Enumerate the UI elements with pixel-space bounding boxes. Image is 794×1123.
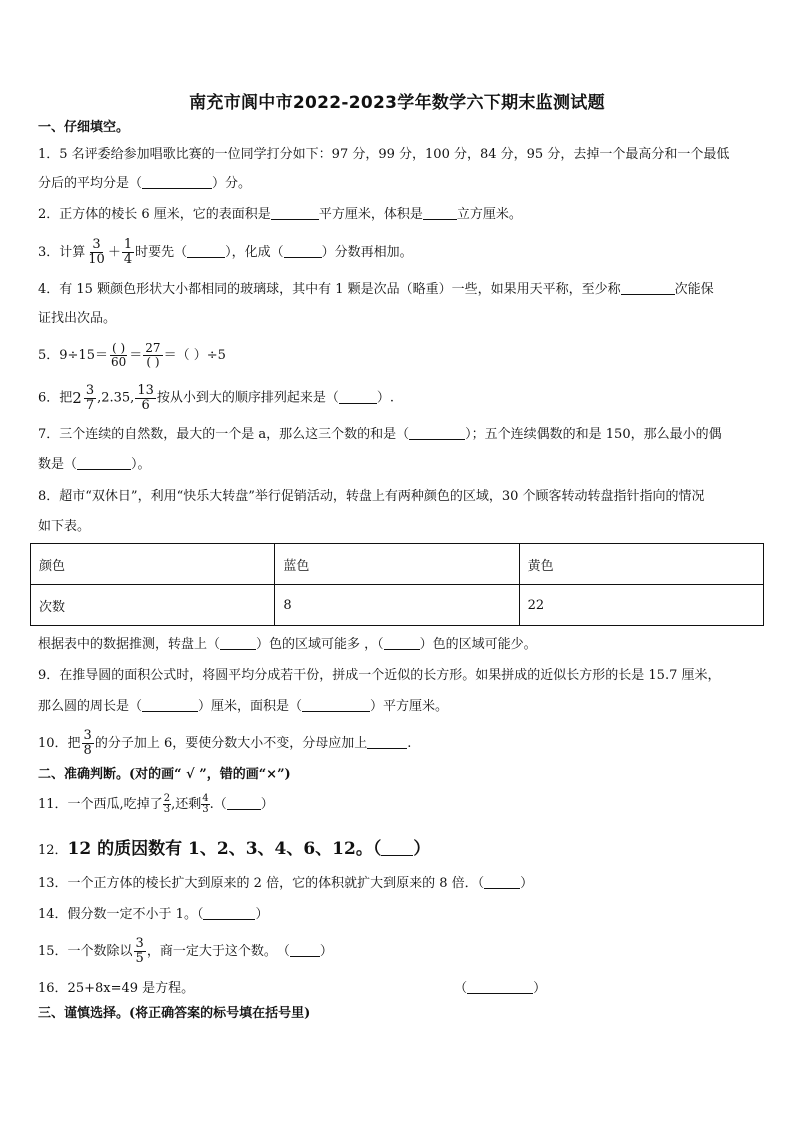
fraction: $\frac{1}{4}$ <box>123 237 133 267</box>
section-heading-3: 三、谨慎选择。(将正确答案的标号填在括号里) <box>38 1006 311 1021</box>
answer-blank[interactable] <box>271 206 319 220</box>
table-cell: 22 <box>519 585 763 626</box>
question-16: 16．25+8x=49 是方程。 （ ） <box>38 981 547 996</box>
answer-blank[interactable] <box>142 175 212 189</box>
question-6: 6．把 2 $\frac{3}{7}$ ,2.35, $\frac{13}{6}$ 按从小到大的顺序排列起来是（ ）. <box>38 380 760 416</box>
question-12: 12．12 的质因数有 1、2、3、4、6、12。（ ） <box>38 839 431 859</box>
fraction: $\frac{3}{10}$ <box>88 237 105 267</box>
answer-blank[interactable] <box>384 636 420 650</box>
question-4-line-2: 证找出次品。 <box>38 311 117 326</box>
answer-blank[interactable] <box>467 980 533 994</box>
answer-blank[interactable] <box>339 390 377 404</box>
answer-blank[interactable] <box>423 206 457 220</box>
page-title: 南充市阆中市2022-2023学年数学六下期末监测试题 <box>189 93 605 113</box>
question-9-line-1: 9．在推导圆的面积公式时，将圆平均分成若干份，拼成一个近似的长方形。如果拼成的近似长方形的长是 15.7 厘米， <box>38 668 721 683</box>
question-7-line-1: 7．三个连续的自然数，最大的一个是 a，那么这三个数的和是（ ）；五个连续偶数的和是 150，那么最小的偶 <box>38 427 722 442</box>
answer-blank[interactable] <box>187 244 225 258</box>
fraction: $\frac{( )}{60}$ <box>110 341 127 369</box>
answer-blank[interactable] <box>77 456 131 470</box>
question-11: 11．一个西瓜,吃掉了 $\frac{2}{3}$ ,还剩 $\frac{4}{3}$ .（ ） <box>38 793 274 815</box>
question-14: 14．假分数一定不小于 1。（ ） <box>38 907 269 922</box>
table-cell: 次数 <box>31 585 275 626</box>
fraction: $\frac{27}{( )}$ <box>145 341 161 369</box>
fraction: $\frac{13}{6}$ <box>137 382 154 413</box>
question-1-line-1: 1．5 名评委给参加唱歌比赛的一位同学打分如下：97 分，99 分，100 分，84 分，95 分，去掉一个最高分和一个最低 <box>38 147 730 162</box>
fraction: $\frac{3}{8}$ <box>83 728 92 758</box>
question-8-line-1: 8．超市“双休日”，利用“快乐大转盘”举行促销活动，转盘上有两种颜色的区域，30 个顾客转动转盘指针指向的情况 <box>38 489 705 504</box>
question-10: 10．把 $\frac{3}{8}$ 的分子加上 6，要使分数大小不变，分母应加上 . <box>38 728 412 758</box>
answer-blank[interactable] <box>484 875 520 889</box>
question-15: 15．一个数除以 $\frac{3}{5}$ ，商一定大于这个数。 （ ） <box>38 936 333 966</box>
answer-blank[interactable] <box>142 698 198 712</box>
mixed-number: 2 $\frac{3}{7}$ <box>72 382 95 413</box>
table-cell: 8 <box>275 585 519 626</box>
question-8-inference: 根据表中的数据推测，转盘上（ ）色的区域可能多 ，（ ）色的区域可能少。 <box>38 637 537 652</box>
answer-blank[interactable] <box>284 244 322 258</box>
question-5: 5．9÷15＝ $\frac{( )}{60}$ ＝ $\frac{27}{( )}$ ＝（ ）÷5 <box>38 341 226 369</box>
answer-blank[interactable] <box>290 943 320 957</box>
answer-blank[interactable] <box>367 735 407 749</box>
section-heading-1: 一、仔细填空。 <box>38 120 130 135</box>
table-cell: 颜色 <box>31 544 275 585</box>
table-row <box>31 585 764 626</box>
spin-results-table <box>30 543 764 626</box>
question-9-line-2: 那么圆的周长是（ ）厘米，面积是（ ）平方厘米。 <box>38 699 449 714</box>
question-4-line-1: 4．有 15 颗颜色形状大小都相同的玻璃球，其中有 1 颗是次品（略重）一些，如果用天平称，至少称 次能保 <box>38 282 714 297</box>
answer-blank[interactable] <box>381 842 413 856</box>
answer-blank[interactable] <box>227 796 261 810</box>
fraction: $\frac{4}{3}$ <box>202 793 209 815</box>
answer-blank[interactable] <box>203 906 255 920</box>
section-heading-2: 二、准确判断。(对的画“ √ ”，错的画“×”) <box>38 767 291 782</box>
table-cell: 黄色 <box>519 544 763 585</box>
question-7-line-2: 数是（ ）。 <box>38 457 151 472</box>
table-cell: 蓝色 <box>275 544 519 585</box>
question-8-line-2: 如下表。 <box>38 519 91 534</box>
question-3: 3．计算 $\frac{3}{10}$ ＋ $\frac{1}{4}$ 时要先（ ），化成（ ）分数再相加。 <box>38 237 413 267</box>
answer-blank[interactable] <box>409 426 465 440</box>
answer-blank[interactable] <box>621 281 675 295</box>
question-13: 13．一个正方体的棱长扩大到原来的 2 倍，它的体积就扩大到原来的 8 倍．（ ） <box>38 876 534 891</box>
fraction: $\frac{3}{5}$ <box>135 936 144 966</box>
answer-blank[interactable] <box>302 698 370 712</box>
fraction: $\frac{2}{3}$ <box>163 793 171 815</box>
table-row <box>31 544 764 585</box>
question-2: 2．正方体的棱长 6 厘米，它的表面积是 平方厘米，体积是 立方厘米。 <box>38 207 522 222</box>
question-1-line-2: 分后的平均分是（ ）分。 <box>38 176 252 191</box>
answer-blank[interactable] <box>220 636 256 650</box>
